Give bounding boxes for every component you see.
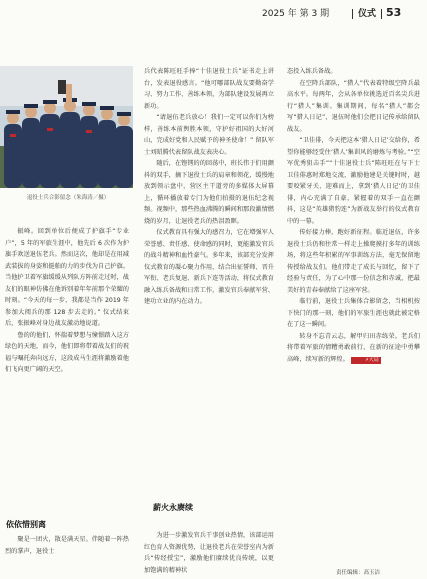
photo-caption: 退役士兵合影留念（朱海涛／摄） xyxy=(26,195,110,201)
paragraph: “请退伍老兵放心！我们一定可以你们为榜样，善练本前舆胜本领，守护好祖国的大好河山，完成好党和人民赋予的神圣使命！” 留队军士刘昭腾代表留队战友表决心。 xyxy=(144,114,274,156)
column-2 xyxy=(144,66,274,308)
paragraph: 聚是一团火，散是满天星。伴随着一阵热烈的掌声，退役士 xyxy=(5,536,129,555)
page-number: 53 xyxy=(386,6,402,19)
paragraph: 兵代表陈旺旺手捧“十佳退役士兵”证书走上讲台，发表退役感言。“他可哪部队战友要勤奋学习、努力工作、善练本领，为部队建设发展再立新功。 xyxy=(144,68,274,110)
paragraph: 鲁的的他们，怀揣着梦想与憧憬踏入这方绿色的天地，而今，他们即将带着战友们的祝福与嘱托奔向远方，这段成马生涯将激励着他们飞向更广阔的天空。 xyxy=(5,331,129,373)
column-1 xyxy=(5,226,129,376)
column-2-tail xyxy=(144,530,274,576)
section-name: 仪式 xyxy=(358,9,377,19)
section-heading-1: 依依惜别离 xyxy=(6,520,46,529)
paragraph: 随后，在铿铐的的回荡中，班长伟于们用颤抖的双手，摘下退役士兵的肩章和领花，缓慢地放到领示盘中，营区主干道旁的多媒体大屏幕上，循环播放着专门为他们拍摄的退伍纪念视频。视频中，那些热血沸腾的瞬间和那段激情燃烧的岁月，让退役老兵的热泪盈眶。 xyxy=(144,160,274,225)
paragraph xyxy=(287,331,420,366)
paragraph: 态投入练兵备战。 xyxy=(287,68,337,75)
group-photo xyxy=(0,66,133,188)
end-mark: ⚡大局 xyxy=(351,357,381,364)
column-3 xyxy=(287,66,420,365)
header-divider-2 xyxy=(381,9,382,19)
page-header xyxy=(0,0,427,26)
section-heading-2: 薪火永赓续 xyxy=(153,503,193,512)
paragraph-text: 转身不忘青云志，解甲归田赤练荣。老兵们将带着军旅的情糟勇敢前行，在新的征途中勇攀高峰，续写新的辉煌。 xyxy=(287,332,420,363)
paragraph: 仪式教育具有强大的感召力，它在增强军人荣誉感、责任感、使命感的同时，更能激发官兵的战斗精神和血性豪气。多年来，该部充分发挥仪式教育的凝心聚力作用，结合出征誓师、晋升军衔、老兵复退、新兵下连等活动，将仪式教育融入练兵备战和日常工作，激发官兵奉献军营、建功立业的内在动力。 xyxy=(144,229,274,305)
paragraph: 传好接力棒，跑好新征程。临近退伍，许多退役士兵仍和往常一样走上操爬摸打多年的训练场，将这些年积累的军事训练方法、毫无保留地传授给战友们。他们带走了成长与回忆，留下了经验与责任，为了心中那一份信念和赤诚，把最美好的青春奉献给了这座军营。 xyxy=(287,229,420,294)
paragraph: 临行前，退役士兵集体合影留念，当相机按下快门的那一刻，他们的军旅生涯也就此被定格在了这一瞬间。 xyxy=(287,298,420,328)
paragraph: “卫佳俳，今天把这本‘猎人日记’交给你，希望你能够经受住‘猎人’集训风的磨炼与考验。”“空军优秀狙击手”“十佳退役士兵”陈旺旺在与下士卫佳俳惠时郑地交流，激励他建是关键时时，越要咬紧牙关、迎难而上，拿到‘猎人日记’的卫佳俳，内心充满了自豪，紧握着的双手一直在颤抖，这是“英雄猎豹连”为新战友举行的仪式教育中的一幕。 xyxy=(287,137,420,225)
editor-credit: 责任编辑：高玉洁 xyxy=(336,570,381,576)
paragraph: 振峰。回到单位后便成了护旗手“专业户”，5 年的军旅生涯中，他先后 6 次作为护旗手欢送退伍老兵。然而这次，他却是在用减武装拔的身姿和挺舶的力的步伐为自己护旗。当他护卫着军旗缓缓从列队方阵前走过时，战友们的眼神仿佛在他诉别着年年前那个荣耀的时刻。“今天的每一步，我都是当作 2019 年参加大阅兵的那 128 步去走的。” 仪式结束后，张振峰对身边战友激动地说道。 xyxy=(5,228,129,327)
header-divider xyxy=(352,9,353,19)
paragraph: 在空降兵部队，“猎人”代表着特级空降兵最高水平。每两年，会从各单位挑选近百名尖兵进行“猎人”集训。集训期间，每名“猎人”都会写“猎人日记”，退伍时他们会把日记传承给留队战友。 xyxy=(287,79,420,133)
paragraph: 为进一步激发官兵干事创业热情，该部运用红色育人资源优势，让退役老兵在荣誉室内为新兵“传经授宝”，激励他们赓续优良传统，以更加饱满的精神状 xyxy=(144,532,274,574)
column-1-tail xyxy=(5,534,129,557)
issue-number: 2025 年 第 3 期 xyxy=(262,9,330,19)
